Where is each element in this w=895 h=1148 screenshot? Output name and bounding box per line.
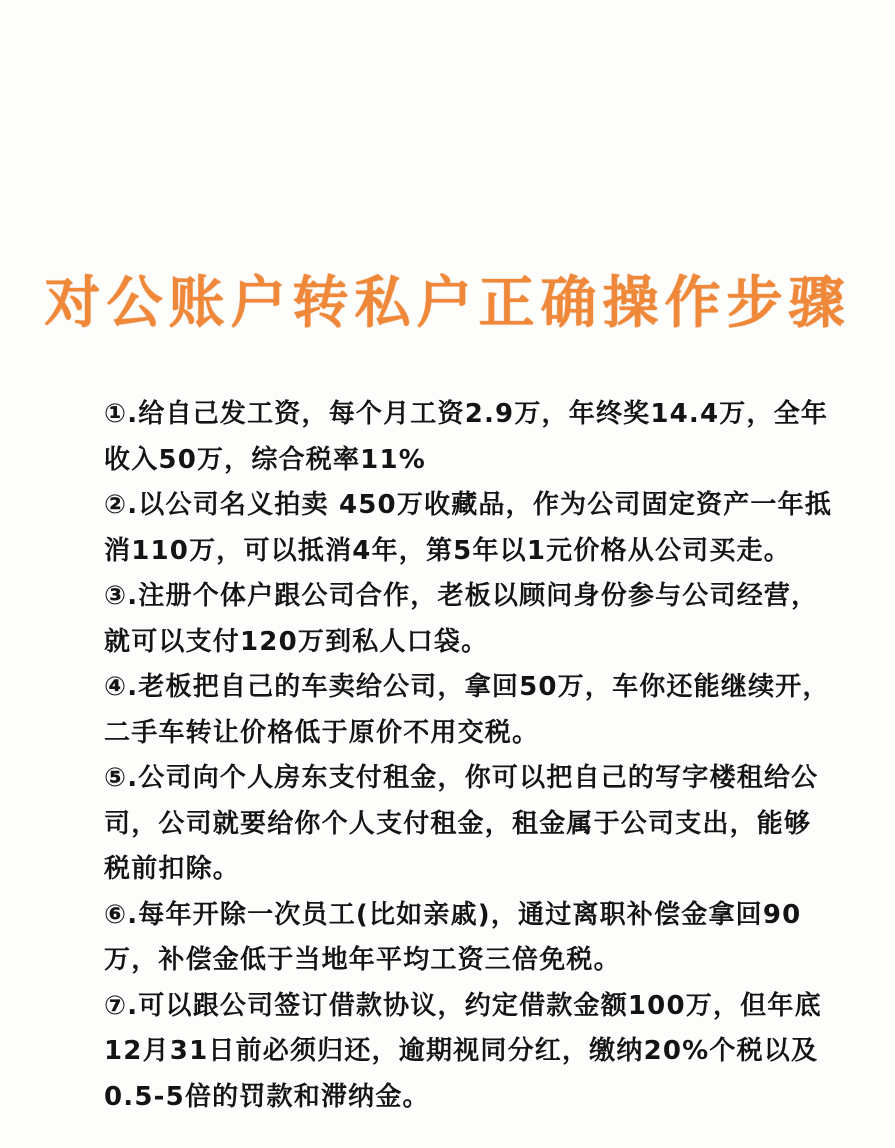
step-item-7: ⑦.可以跟公司签订借款协议，约定借款金额100万，但年底12月31日前必须归还，逾期视同分红，缴纳20%个税以及0.5-5倍的罚款和滞纳金。 [104,990,822,1112]
step-item-3: ③.注册个体户跟公司合作，老板以顾问身份参与公司经营，就可以支付120万到私人口袋。 [104,581,819,657]
step-item-5: ⑤.公司向个人房东支付租金，你可以把自己的写字楼租给公司，公司就要给你个人支付租金，租金属于公司支出，能够税前扣除。 [104,763,819,884]
step-item-4: ④.老板把自己的车卖给公司，拿回50万，车你还能继续开，二手车转让价格低于原价不用交税。 [104,672,830,748]
step-item-6: ⑥.每年开除一次员工(比如亲戚)，通过离职补偿金拿回90万，补偿金低于当地年平均工资三倍免税。 [104,899,802,975]
steps-list [104,392,834,1120]
step-item-2: ②.以公司名义拍卖 450万收藏品，作为公司固定资产一年抵消110万，可以抵消4年，第5年以1元价格从公司买走。 [104,490,833,566]
step-item-1: ①.给自己发工资，每个月工资2.9万，年终奖14.4万，全年收入50万，综合税率11% [104,399,829,475]
document-title: 对公账户转私户正确操作步骤 [44,270,851,336]
